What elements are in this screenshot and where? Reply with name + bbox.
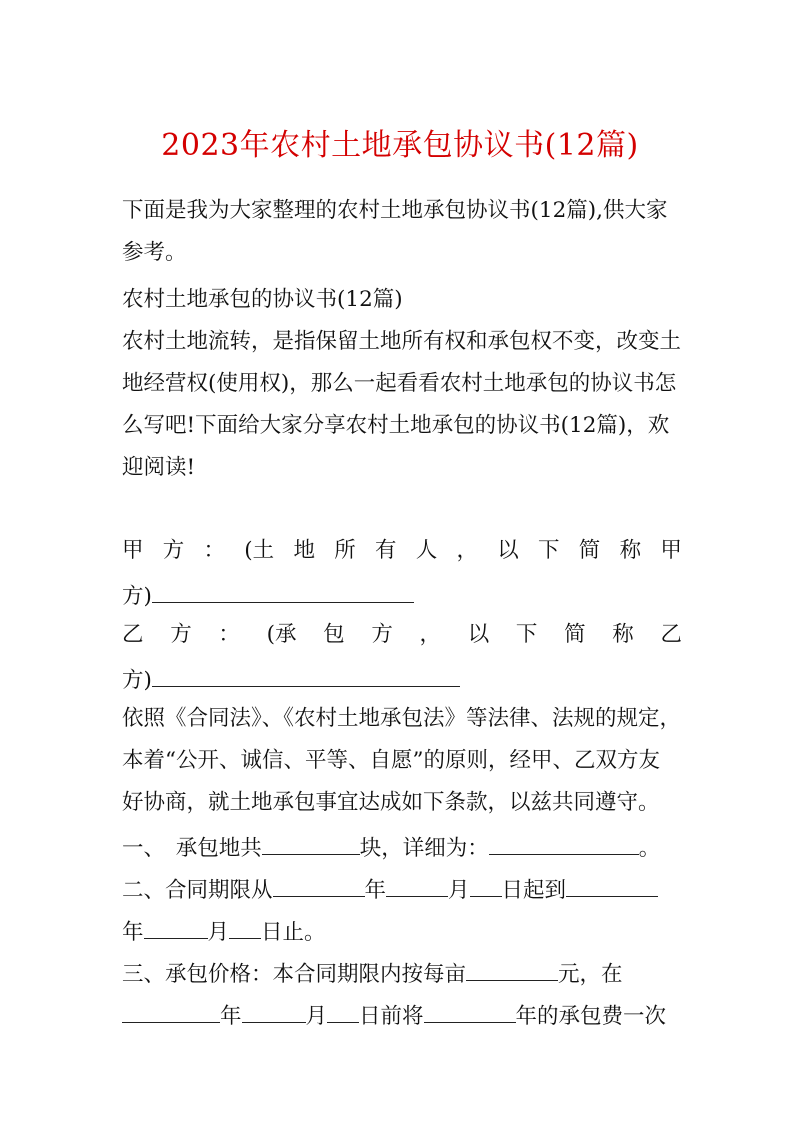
- party-b-char: ：: [218, 622, 240, 647]
- clause-2-text: 日起到: [501, 878, 567, 903]
- start-day-blank[interactable]: [470, 866, 502, 897]
- clause-2-text: 二、合同期限从: [122, 878, 273, 903]
- party-b-char: 下: [515, 622, 538, 647]
- party-b-char: 乙: [122, 622, 144, 647]
- party-b-char: 方: [170, 622, 192, 647]
- desc-line-4: 迎阅读!: [122, 455, 196, 480]
- fee-years-blank[interactable]: [424, 992, 516, 1023]
- party-b-char: 称: [612, 622, 634, 647]
- party-a-line-1: [122, 530, 682, 572]
- party-a-blank[interactable]: [152, 572, 414, 603]
- party-b-line-1: [122, 614, 682, 656]
- party-a-char: ，: [456, 538, 479, 563]
- party-a-char: 甲: [660, 538, 682, 563]
- party-a-char: 地: [293, 538, 315, 563]
- party-b-char: ，: [419, 622, 442, 647]
- clause-3-text: 月: [305, 1004, 328, 1029]
- clause-1-text: 块，详细为：: [359, 836, 489, 861]
- clause-3-text: 年的承包费一次: [515, 1004, 667, 1029]
- price-per-mu-blank[interactable]: [466, 950, 558, 981]
- clause-3-text: 三、承包价格：本合同期限内按每亩: [122, 962, 467, 987]
- pay-day-blank[interactable]: [327, 992, 359, 1023]
- clause-2-text: 月: [207, 920, 230, 945]
- party-a-char: 甲: [122, 538, 144, 563]
- clause-3-text: 日前将: [359, 1004, 424, 1029]
- party-a-char: 下: [538, 538, 560, 563]
- pay-year-blank[interactable]: [122, 992, 220, 1023]
- party-a-char: 所: [334, 538, 356, 563]
- intro-line-1: 下面是我为大家整理的农村土地承包协议书(12篇),供大家: [122, 198, 668, 223]
- party-a-char: 简: [578, 538, 601, 563]
- clause-2-text: 日止。: [261, 920, 326, 945]
- party-b-blank[interactable]: [152, 656, 460, 687]
- plot-count-blank[interactable]: [262, 824, 360, 855]
- clause-3-line-1: [122, 950, 682, 992]
- desc-line-3: 么写吧!下面给大家分享农村土地承包的协议书(12篇)，欢: [122, 413, 670, 438]
- clause-2-text: 年: [364, 878, 387, 903]
- party-a-char: 方: [162, 538, 185, 563]
- party-a-char: 称: [619, 538, 642, 563]
- party-b-char: 方: [371, 622, 393, 647]
- party-a-char: 有: [374, 538, 397, 563]
- end-day-blank[interactable]: [229, 908, 261, 939]
- clause-3-text: 年: [220, 1004, 242, 1029]
- party-a-char: (土: [244, 538, 275, 563]
- party-a-char: ：: [203, 538, 226, 563]
- party-a-line-2: [122, 572, 682, 614]
- desc-line-2: 地经营权(使用权)，那么一起看看农村土地承包的协议书怎: [122, 371, 677, 396]
- party-a-char: 人: [415, 538, 438, 563]
- clause-3-line-2: [122, 992, 682, 1034]
- pay-month-blank[interactable]: [242, 992, 306, 1023]
- clause-2-line-1: [122, 866, 682, 908]
- party-b-end: 方): [122, 668, 152, 693]
- clause-2-text: 月: [448, 878, 470, 903]
- party-b-char: 乙: [660, 622, 682, 647]
- basis-line-3: 好协商，就土地承包事宜达成如下条款，以兹共同遵守。: [122, 790, 660, 815]
- document-title: 2023年农村土地承包协议书(12篇): [161, 128, 639, 163]
- party-a-end: 方): [122, 584, 152, 609]
- party-b-char: 简: [564, 622, 586, 647]
- party-b-char: 以: [467, 622, 490, 647]
- party-b-char: (承: [266, 622, 297, 647]
- section-subtitle: 农村土地承包的协议书(12篇): [122, 287, 403, 312]
- end-month-blank[interactable]: [144, 908, 208, 939]
- basis-line-1: 依照《合同法》、《农村土地承包法》等法律、法规的规定，: [122, 706, 682, 731]
- clause-2-line-2: [122, 908, 682, 950]
- start-month-blank[interactable]: [386, 866, 448, 897]
- end-year-blank[interactable]: [566, 866, 658, 897]
- desc-line-1: 农村土地流转，是指保留土地所有权和承包权不变，改变土: [122, 329, 682, 354]
- basis-line-2: 本着“公开、诚信、平等、自愿”的原则，经甲、乙双方友: [122, 748, 660, 773]
- clause-2-text: 年: [122, 920, 144, 945]
- clause-1-text: 。: [638, 836, 661, 861]
- party-a-char: 以: [497, 538, 519, 563]
- party-b-char: 包: [323, 622, 345, 647]
- clause-1: [122, 824, 682, 866]
- party-b-line-2: [122, 656, 682, 698]
- clause-1-text: 一、 承包地共: [122, 836, 262, 861]
- plot-detail-blank[interactable]: [489, 824, 639, 855]
- start-year-blank[interactable]: [273, 866, 365, 897]
- clause-3-text: 元，在: [558, 962, 623, 987]
- intro-line-2: 参考。: [122, 240, 187, 265]
